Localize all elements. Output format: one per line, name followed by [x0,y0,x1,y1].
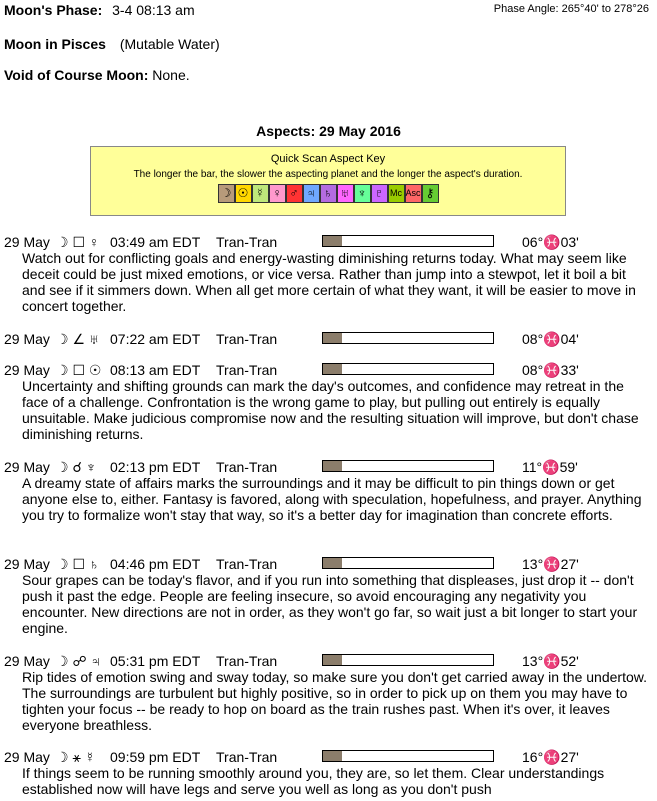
duration-bar-fill [323,751,342,761]
moon-phase [4,2,195,18]
duration-bar [322,332,494,344]
aspect-glyphs: ☽ ☍ ♃ [56,653,102,669]
duration-bar [322,460,494,472]
aspect-key-subtitle: The longer the bar, the slower the aspecting planet and the longer the aspect's duration. [133,169,523,180]
aspect-type: Tran-Tran [216,459,278,475]
aspect-glyphs: ☽ ☌ ♆ [56,459,97,475]
aspect-entry [4,234,654,314]
phase-angle: Phase Angle: 265°40' to 278°26 [493,3,649,15]
key-glyph-0-icon: ☽ [218,184,235,203]
duration-bar [322,654,494,666]
duration-bar-fill [323,558,342,568]
aspect-position: 08°♓04' [522,331,579,347]
key-glyph-11-icon: Asc [405,184,422,203]
aspect-entry [4,556,654,636]
aspect-date: 29 May [4,362,50,378]
key-glyph-9-icon: ♇ [371,184,388,203]
aspect-date: 29 May [4,749,50,765]
aspect-type: Tran-Tran [216,331,278,347]
duration-bar-fill [323,655,342,665]
void-of-course-value: None. [152,67,190,83]
aspect-description: If things seem to be running smoothly around you, they are, so let them. Clear understandings established now will have legs and serve you well as long as you don't push [22,765,605,797]
aspect-key-title: Quick Scan Aspect Key [270,153,386,165]
key-glyph-5-icon: ♃ [303,184,320,203]
aspect-entry-header [4,556,654,572]
key-glyph-10-icon: Mc [388,184,405,203]
aspect-glyphs: ☽ ☐ ♀ [56,234,100,250]
aspect-position: 13°♓52' [522,653,579,669]
key-glyph-4-icon: ♂ [286,184,303,203]
key-glyph-3-icon: ♀ [269,184,286,203]
aspect-date: 29 May [4,331,50,347]
aspect-position: 06°♓03' [522,234,579,250]
key-glyph-6-icon: ♄ [320,184,337,203]
aspect-date: 29 May [4,653,50,669]
moon-sign-detail: (Mutable Water) [119,36,220,52]
aspect-time: 04:46 pm EDT [110,556,201,572]
aspect-entry [4,362,654,442]
aspect-position: 13°♓27' [522,556,579,572]
aspect-type: Tran-Tran [216,749,278,765]
duration-bar [322,557,494,569]
aspect-position: 08°♓33' [522,362,579,378]
aspect-time: 05:31 pm EDT [110,653,201,669]
aspect-glyphs: ☽ ☐ ♄ [56,556,100,572]
key-glyph-7-icon: ♅ [337,184,354,203]
duration-bar-fill [323,333,342,343]
void-of-course [4,67,190,83]
aspect-key-box [90,146,566,216]
aspect-time: 08:13 am EDT [110,362,201,378]
aspect-time: 02:13 pm EDT [110,459,201,475]
aspect-entry-header [4,331,654,347]
aspect-type: Tran-Tran [216,556,278,572]
duration-bar [322,235,494,247]
aspect-entry [4,749,654,797]
duration-bar [322,750,494,762]
aspect-description: Sour grapes can be today's flavor, and if you run into something that displeases, just drop it -- don't push it past the edge. People are feeling insecure, so avoid encouraging any negativity you encounter. New directions are not in order, as they won't go far, so wait just a bit longer to start your engine. [22,572,638,636]
aspect-entry-header [4,749,654,765]
aspect-time: 03:49 am EDT [110,234,201,250]
aspect-entry-header [4,459,654,475]
aspect-glyphs: ☽ ☐ ☉ [56,362,102,378]
aspect-date: 29 May [4,234,50,250]
moon-sign-label: Moon in Pisces [4,36,106,52]
key-glyph-2-icon: ☿ [252,184,269,203]
duration-bar-fill [323,364,342,374]
key-glyph-1-icon: ☉ [235,184,252,203]
moon-sign [4,36,220,52]
moon-phase-label: Moon's Phase: [4,2,103,18]
aspect-description: Uncertainty and shifting grounds can mark the day's outcomes, and confidence may retreat in the face of a challenge. Confrontation is the wrong game to play, but pulling out entirely is equally unsuitable. Make judicious compromise now and the resulting situation will improve, but don't chase diminishing returns. [22,378,639,442]
duration-bar-fill [323,236,342,246]
aspects-title: Aspects: 29 May 2016 [256,123,401,139]
aspect-entry-header [4,653,654,669]
void-of-course-label: Void of Course Moon: [4,67,149,83]
aspect-date: 29 May [4,459,50,475]
aspect-position: 16°♓27' [522,749,579,765]
aspect-type: Tran-Tran [216,653,278,669]
aspect-position: 11°♓59' [522,459,578,475]
key-glyph-12-icon: ⚷ [422,184,439,203]
aspect-description: Rip tides of emotion swing and sway today, so make sure you don't get carried away in the undertow. The surroundings are turbulent but highly positive, so in order to pick up on them you may have to tighten your focus -- be ready to hop on board as the train rushes past. When it's over, it leaves everyone breathless. [22,669,647,733]
aspect-type: Tran-Tran [216,362,278,378]
duration-bar-fill [323,461,342,471]
aspect-entry [4,459,654,523]
aspect-description: Watch out for conflicting goals and energy-wasting diminishing returns today. What may seem like deceit could be just mixed emotions, or vice versa. Rather than jump into a stewpot, let it boil a bit and see if it simmers down. When all get more certain of what they want, it will be easier to move in concert together. [22,250,636,314]
aspect-time: 09:59 pm EDT [110,749,201,765]
moon-phase-value: 3-4 08:13 am [112,2,195,18]
aspect-description: A dreamy state of affairs marks the surroundings and it may be difficult to pin things down or get anyone else to, either. Fantasy is favored, along with speculation, hopefulness, and prayer. Anything you try to formalize won't stay that way, so it's a better day for imagination than concrete efforts. [22,475,642,523]
aspect-type: Tran-Tran [216,234,278,250]
aspect-entry-header [4,234,654,250]
aspect-glyphs: ☽ ⚹ ☿ [56,749,96,765]
duration-bar [322,363,494,375]
key-glyph-8-icon: ♆ [354,184,371,203]
aspect-entry [4,653,654,733]
aspect-time: 07:22 am EDT [110,331,201,347]
aspect-key-glyphs [91,184,565,203]
aspect-entry [4,331,654,347]
aspect-entry-header [4,362,654,378]
aspect-glyphs: ☽ ∠ ♅ [56,331,100,347]
aspect-date: 29 May [4,556,50,572]
